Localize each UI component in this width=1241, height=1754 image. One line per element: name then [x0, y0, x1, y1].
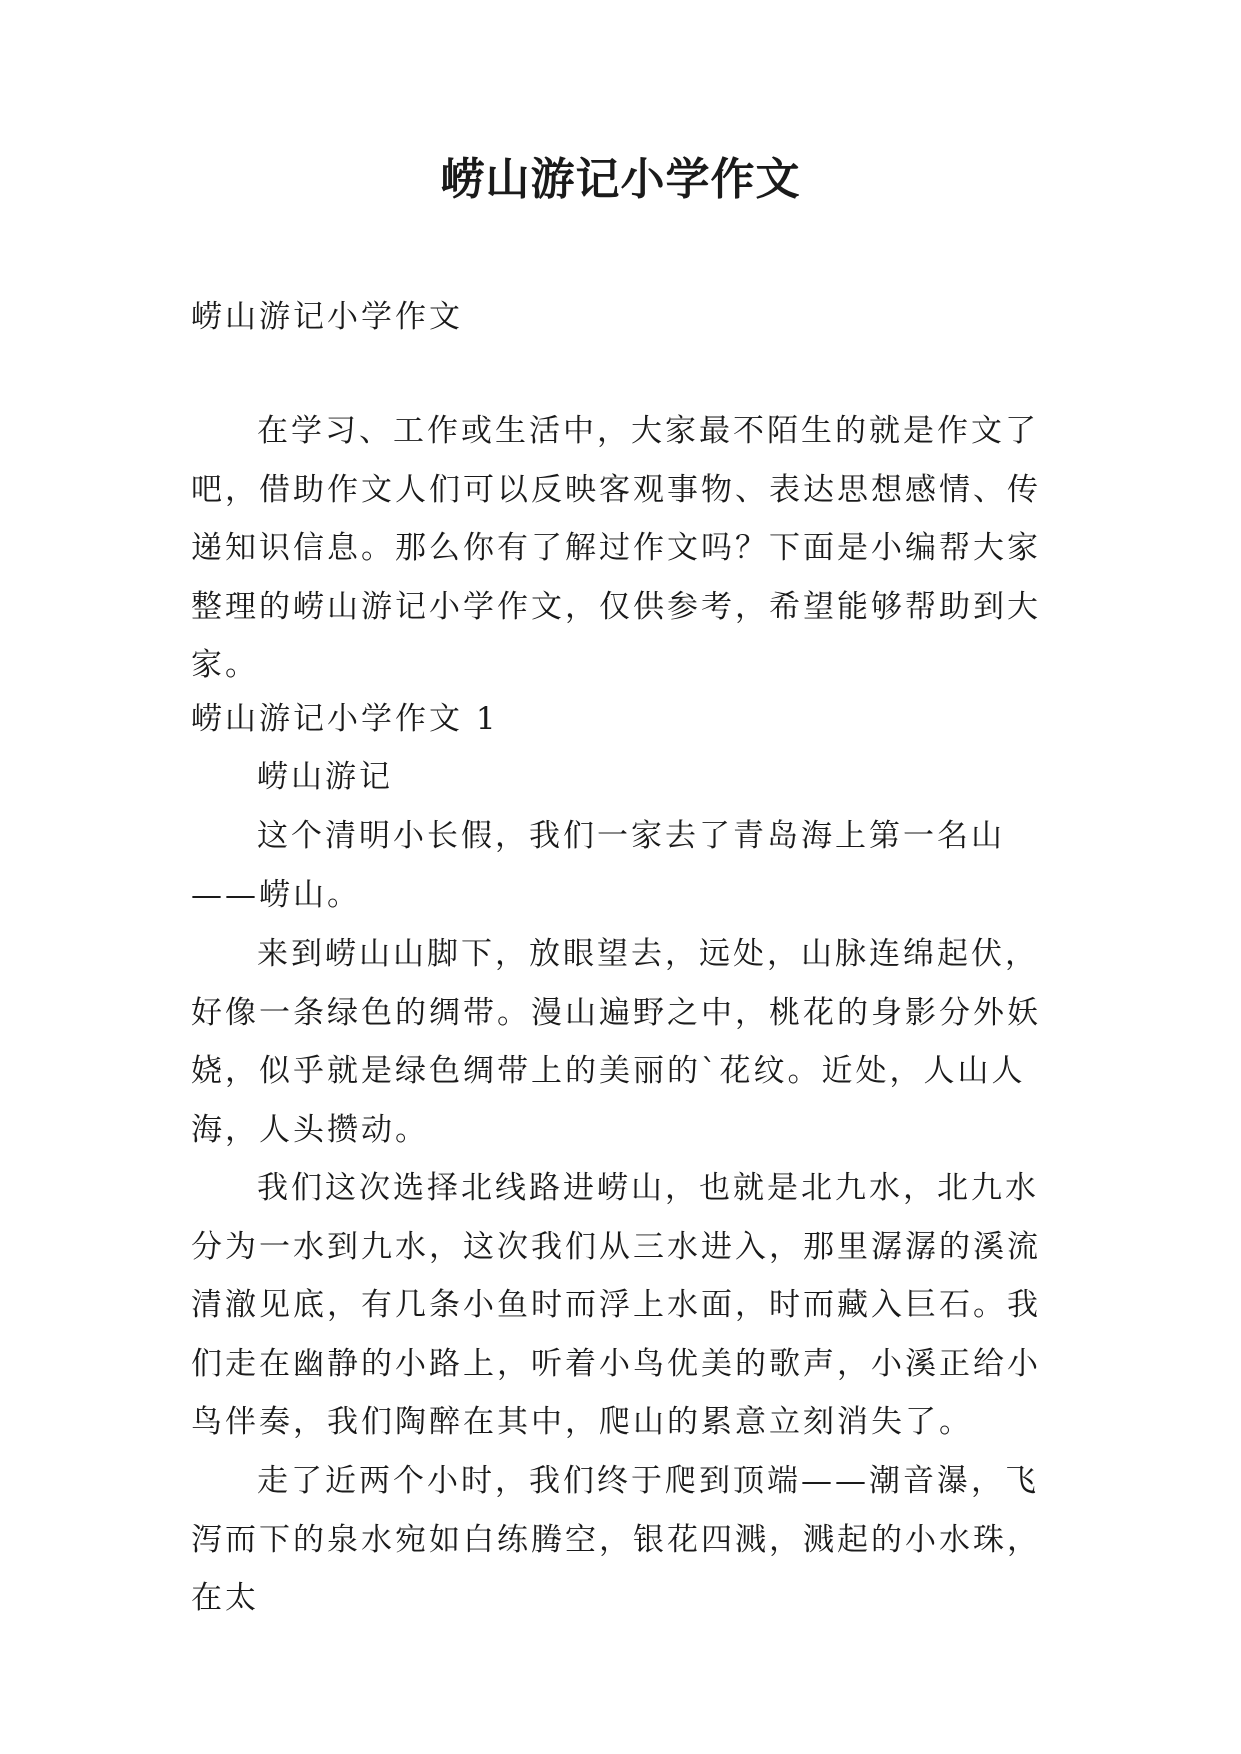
essay-paragraph: 我们这次选择北线路进崂山，也就是北九水，北九水分为一水到九水，这次我们从三水进入，那里潺潺的溪流清澈见底，有几条小鱼时而浮上水面，时而藏入巨石。我们走在幽静的小路上，听着小鸟优美的歌声，小溪正给小鸟伴奏，我们陶醉在其中，爬山的累意立刻消失了。 — [191, 1170, 1041, 1440]
essay-paragraph: 这个清明小长假，我们一家去了青岛海上第一名山——崂山。 — [191, 818, 1005, 913]
document-title: 崂山游记小学作文 — [440, 154, 801, 205]
essay-title: 崂山游记 — [257, 759, 393, 795]
section-heading: 崂山游记小学作文 1 — [191, 701, 499, 737]
essay-paragraph: 来到崂山山脚下，放眼望去，远处，山脉连绵起伏，好像一条绿色的绸带。漫山遍野之中，桃花的身影分外妖娆，似乎就是绿色绸带上的美丽的`花纹。近处，人山人海，人头攒动。 — [191, 936, 1041, 1148]
essay-paragraph: 走了近两个小时，我们终于爬到顶端——潮音瀑，飞泻而下的泉水宛如白练腾空，银花四溅，溅起的小水珠，在太 — [191, 1463, 1041, 1616]
intro-paragraph: 在学习、工作或生活中，大家最不陌生的就是作文了吧，借助作文人们可以反映客观事物、表达思想感情、传递知识信息。那么你有了解过作文吗？下面是小编帮大家整理的崂山游记小学作文，仅供参考，希望能够帮助到大家。 — [191, 413, 1041, 683]
document-subtitle: 崂山游记小学作文 — [191, 299, 463, 335]
